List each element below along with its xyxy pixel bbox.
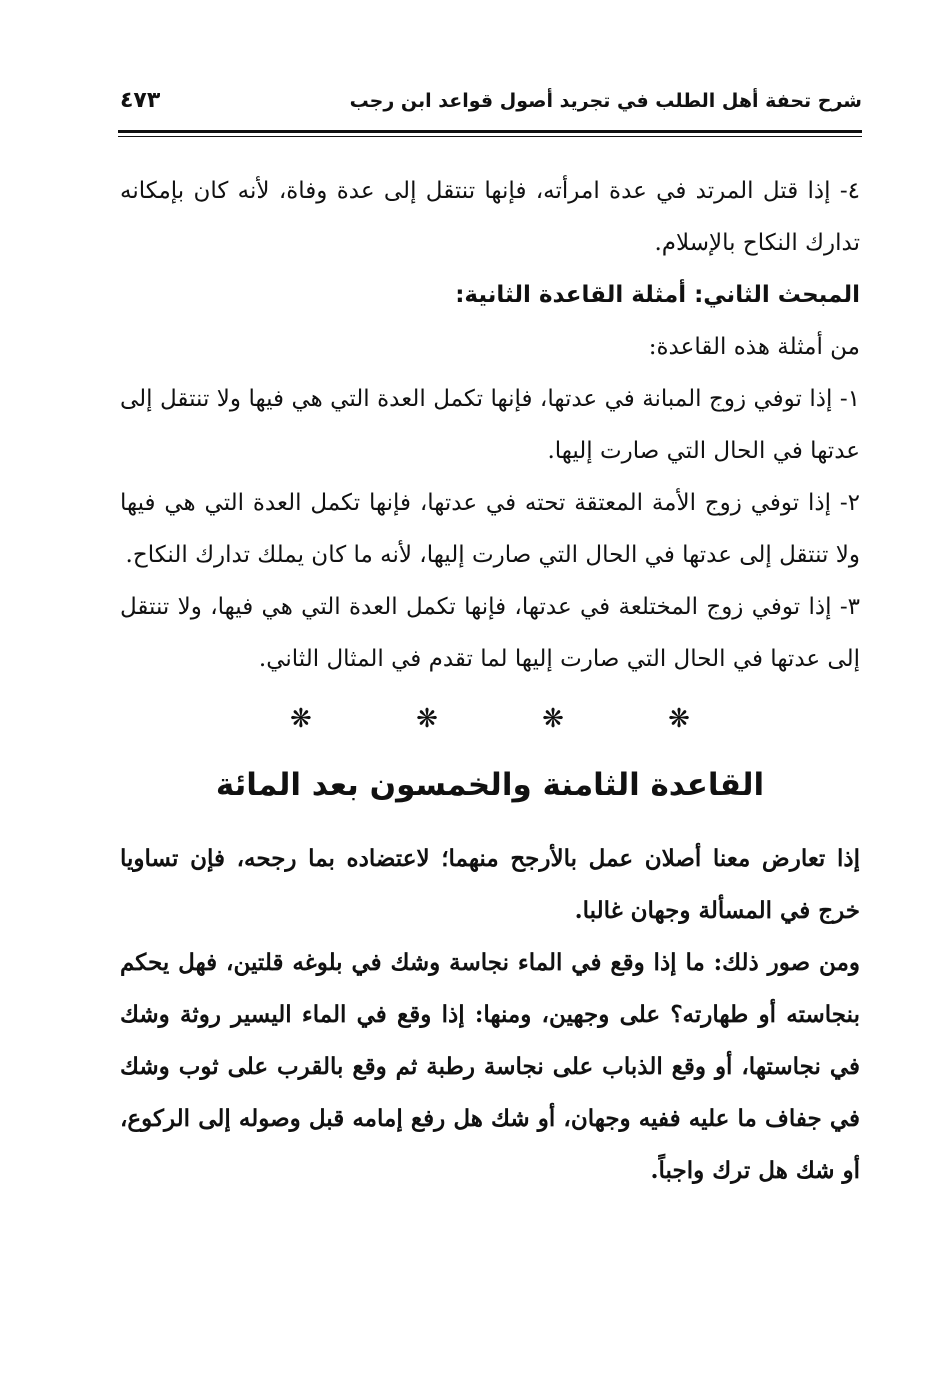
paragraph-rule-examples: ومن صور ذلك: ما إذا وقع في الماء نجاسة وشك في بلوغه قلتين، فهل يحكم بنجاسته أو طهارته؟ على وجهين، ومنها: إذا وقع في الماء اليسير روثة وشك في نجاستها، أو وقع الذباب على نجاسة رطبة ثم وقع بالقرب على ثوب وشك في جفاف ما عليه ففيه وجهان، أو شك هل رفع إمامه قبل وصوله إلى الركوع، أو شك هل ترك واجباً. [120, 949, 860, 1184]
page-header [118, 88, 862, 128]
page-body [120, 165, 860, 1197]
section-separator: ❋ ❋ ❋ ❋ [290, 704, 738, 734]
paragraph-intro: من أمثلة هذه القاعدة: [648, 334, 860, 360]
running-title: شرح تحفة أهل الطلب في تجريد أصول قواعد ابن رجب [349, 90, 862, 112]
header-rule-thin [118, 136, 862, 137]
paragraph-example-2: ٢- إذا توفي زوج الأمة المعتقة تحته في عدتها، فإنها تكمل العدة التي هي فيها ولا تنتقل إلى عدتها في الحال التي صارت إليها، لأنه ما كان يملك تدارك النكاح. [120, 490, 860, 568]
rule-heading: القاعدة الثامنة والخمسون بعد المائة [215, 767, 765, 803]
paragraph-example-4: ٤- إذا قتل المرتد في عدة امرأته، فإنها تنتقل إلى عدة وفاة، لأنه كان بإمكانه تدارك النكاح بالإسلام. [120, 178, 860, 256]
header-rule-thick [118, 130, 862, 133]
section-subheading: المبحث الثاني: أمثلة القاعدة الثانية: [455, 282, 860, 308]
paragraph-example-3: ٣- إذا توفي زوج المختلعة في عدتها، فإنها تكمل العدة التي هي فيها، ولا تنتقل إلى عدتها في الحال التي صارت إليها لما تقدم في المثال الثاني. [120, 594, 860, 672]
paragraph-example-1: ١- إذا توفي زوج المبانة في عدتها، فإنها تكمل العدة التي هي فيها ولا تنتقل إلى عدتها في الحال التي صارت إليها. [120, 386, 860, 464]
rule-statement: إذا تعارض معنا أصلان عمل بالأرجح منهما؛ لاعتضاده بما رجحه، فإن تساويا خرج في المسألة وجهان غالبا. [120, 845, 860, 924]
page-number: ٤٧٣ [120, 88, 161, 113]
